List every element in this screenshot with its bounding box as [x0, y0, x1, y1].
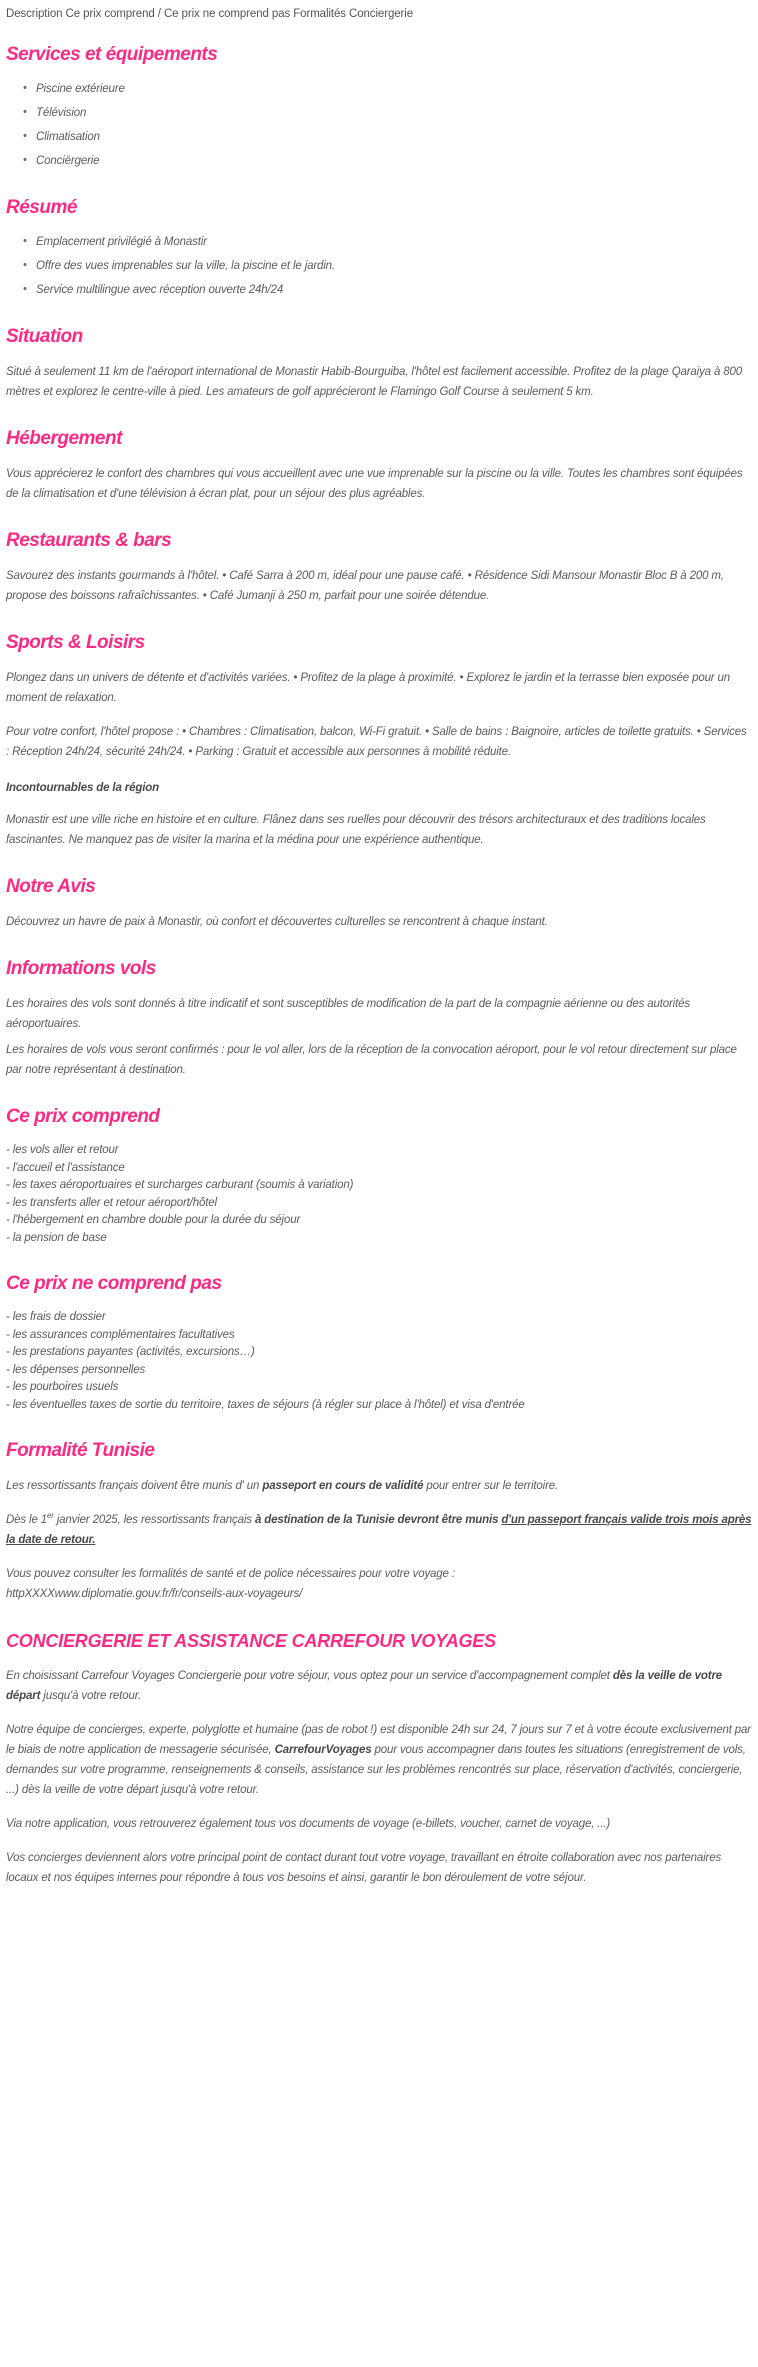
- sports-paragraph-3: Monastir est une ville riche en histoire et en culture. Flânez dans ses ruelles pour découvrir des trésors architecturaux et des traditions locales fascinantes. Ne manquez pas de visiter la marina et la médina pour une expérience authentique.: [6, 814, 706, 846]
- list-item: - les taxes aéroportuaires et surcharges carburant (soumis à variation): [6, 1179, 354, 1191]
- informations-vols-paragraph-2: Les horaires de vols vous seront confirmés : pour le vol aller, lors de la réception de la convocation aéroport, pour le vol retour directement sur place par notre représentant à destination.: [6, 1044, 737, 1076]
- list-item: • Piscine extérieure: [36, 80, 752, 99]
- services-list: [6, 80, 752, 171]
- list-item: - les transferts aller et retour aéroport/hôtel: [6, 1196, 217, 1209]
- conciergerie-p2-before: Notre équipe de concierges, experte, polyglotte et humaine (pas de robot !) est disponible 24h sur 24, 7 jours sur 7 et à votre écoute exclusivement par le biais de notre application de messagerie sécurisée,: [6, 1724, 751, 1756]
- sports-paragraph-1: Plongez dans un univers de détente et d'activités variées. • Profitez de la plage à proximité. • Explorez le jardin et la terrasse bien exposée pour un moment de relaxation.: [6, 672, 731, 704]
- breadcrumb-label: Description Ce prix comprend / Ce prix ne comprend pas Formalités Conciergerie: [6, 8, 414, 20]
- list-item: - les prestations payantes (activités, excursions…): [6, 1346, 255, 1358]
- section-heading-situation: Situation: [6, 326, 83, 347]
- conciergerie-p1-bold: dès la veille de votre départ: [6, 1670, 723, 1702]
- conciergerie-p2-bold: CarrefourVoyages: [274, 1744, 372, 1756]
- list-item: - les vols aller et retour: [6, 1144, 119, 1156]
- list-item: • Emplacement privilégié à Monastir: [36, 233, 752, 252]
- formalite-p2-bold: à destination de la Tunisie devront être munis: [254, 1514, 502, 1526]
- formalite-paragraph-1: [6, 1476, 752, 1496]
- conciergerie-p1-after: jusqu'à votre retour.: [40, 1690, 141, 1702]
- list-item: • Climatisation: [36, 128, 752, 147]
- section-heading-informations-vols: Informations vols: [6, 958, 156, 979]
- section-heading-notre-avis: Notre Avis: [6, 876, 96, 897]
- list-item: • Conciërgerie: [36, 152, 752, 171]
- formalite-paragraph-3: [6, 1564, 752, 1604]
- formalite-p2-ordinal: er: [47, 1511, 54, 1521]
- conciergerie-paragraph-4: Vos concierges deviennent alors votre principal point de contact durant tout votre voyage, travaillant en étroite collaboration avec nos partenaires locaux et nos équipes internes pour répondre à tous vos besoins et ainsi, garantir le bon déroulement de votre séjour.: [6, 1852, 722, 1884]
- list-item: - les dépenses personnelles: [6, 1363, 146, 1376]
- section-heading-prix-comprend: Ce prix comprend: [6, 1106, 160, 1127]
- conciergerie-paragraph-3: Via notre application, vous retrouverez également tous vos documents de voyage (e-billets, voucher, carnet de voyage, ...): [6, 1818, 611, 1830]
- section-heading-hebergement: Hébergement: [6, 428, 122, 449]
- section-heading-formalite: Formalité Tunisie: [6, 1440, 155, 1461]
- list-item: - les pourboires usuels: [6, 1381, 119, 1393]
- section-heading-services: Services et équipements: [6, 44, 218, 65]
- situation-paragraph: Situé à seulement 11 km de l'aéroport international de Monastir Habib-Bourguiba, l'hôtel est facilement accessible. Profitez de la plage Qaraiya à 800 mètres et explorez le centre-ville à pied. Les amateurs de golf apprécieront le Flamingo Golf Course à seulement 5 km.: [6, 366, 742, 398]
- section-heading-restaurants: Restaurants & bars: [6, 530, 172, 551]
- list-item: - l'hébergement en chambre double pour la durée du séjour: [6, 1214, 301, 1226]
- formalite-p2-bold-underline: d'un passeport français valide trois mois après la date de retour.: [6, 1514, 752, 1546]
- list-item: - la pension de base: [6, 1231, 107, 1244]
- section-heading-sports: Sports & Loisirs: [6, 632, 145, 653]
- formalite-p1-bold: passeport en cours de validité: [262, 1480, 424, 1492]
- list-item: • Télévision: [36, 104, 752, 123]
- list-item: - les frais de dossier: [6, 1311, 106, 1323]
- section-heading-resume: Résumé: [6, 197, 77, 218]
- informations-vols-paragraph-1: Les horaires des vols sont donnés à titre indicatif et sont susceptibles de modification de la part de la compagnie aérienne ou des autorités aéroportuaires.: [6, 998, 690, 1030]
- formalite-p2-before: Dès le 1: [6, 1514, 47, 1526]
- list-item: • Offre des vues imprenables sur la ville, la piscine et le jardin.: [36, 257, 752, 276]
- conciergerie-paragraph-1: [6, 1666, 752, 1706]
- formalite-paragraph-2: [6, 1510, 752, 1550]
- prix-comprend-list: [6, 1142, 752, 1247]
- list-item: - l'accueil et l'assistance: [6, 1161, 125, 1174]
- section-heading-prix-ne-comprend-pas: Ce prix ne comprend pas: [6, 1273, 222, 1294]
- list-item: - les assurances complémentaires facultatives: [6, 1328, 235, 1341]
- breadcrumb[interactable]: [6, 6, 752, 22]
- formalite-p2-mid: janvier 2025, les ressortissants français: [53, 1514, 255, 1526]
- list-item: - les éventuelles taxes de sortie du territoire, taxes de séjours (à régler sur place à l'hôtel) et visa d'entrée: [6, 1398, 525, 1411]
- formalite-p3-text: Vous pouvez consulter les formalités de santé et de police nécessaires pour votre voyage :: [6, 1568, 455, 1580]
- conciergerie-paragraph-2: [6, 1720, 752, 1800]
- list-item: • Service multilingue avec réception ouverte 24h/24: [36, 281, 752, 300]
- formalite-p1-after: pour entrer sur le territoire.: [423, 1480, 559, 1492]
- prix-ne-comprend-pas-list: [6, 1309, 752, 1414]
- formalite-p1-before: Les ressortissants français doivent être munis d' un: [6, 1480, 263, 1492]
- hebergement-paragraph: Vous apprécierez le confort des chambres qui vous accueillent avec une vue imprenable sur la piscine ou la ville. Toutes les chambres sont équipées de la climatisation et d'une télévision à écran plat, pour un séjour des plus agréables.: [6, 468, 743, 500]
- conciergerie-p2-after: pour vous accompagner dans toutes les situations (enregistrement de vols, demandes sur votre programme, renseignements & conseils, assistance sur les problèmes rencontrés sur place, réservation d'activités, conciergerie, ...) dès la veille de votre départ jusqu'à votre retour.: [6, 1744, 746, 1796]
- resume-list: [6, 233, 752, 300]
- restaurants-paragraph: Savourez des instants gourmands à l'hôtel. • Café Sarra à 200 m, idéal pour une pause café. • Résidence Sidi Mansour Monastir Bloc B à 200 m, propose des boissons rafraîchissantes. • Café Jumanji à 250 m, parfait pour une soirée détendue.: [6, 570, 724, 602]
- sports-subheading: Incontournables de la région: [6, 782, 159, 794]
- conciergerie-p1-before: En choisissant Carrefour Voyages Conciergerie pour votre séjour, vous optez pour un service d'accompagnement complet: [6, 1670, 613, 1682]
- notre-avis-paragraph: Découvrez un havre de paix à Monastir, où confort et découvertes culturelles se rencontrent à chaque instant.: [6, 916, 548, 928]
- section-heading-conciergerie: CONCIERGERIE ET ASSISTANCE CARREFOUR VOYAGES: [6, 1631, 496, 1651]
- sports-paragraph-2: Pour votre confort, l'hôtel propose : • Chambres : Climatisation, balcon, Wi-Fi gratuit. • Salle de bains : Baignoire, articles de toilette gratuits. • Services : Réception 24h/24, sécurité 24h/24. • Parking : Gratuit et accessible aux personnes à mobilité réduite.: [6, 726, 747, 758]
- formalite-external-link[interactable]: httpXXXXwww.diplomatie.gouv.fr/fr/conseils-aux-voyageurs/: [6, 1588, 303, 1600]
